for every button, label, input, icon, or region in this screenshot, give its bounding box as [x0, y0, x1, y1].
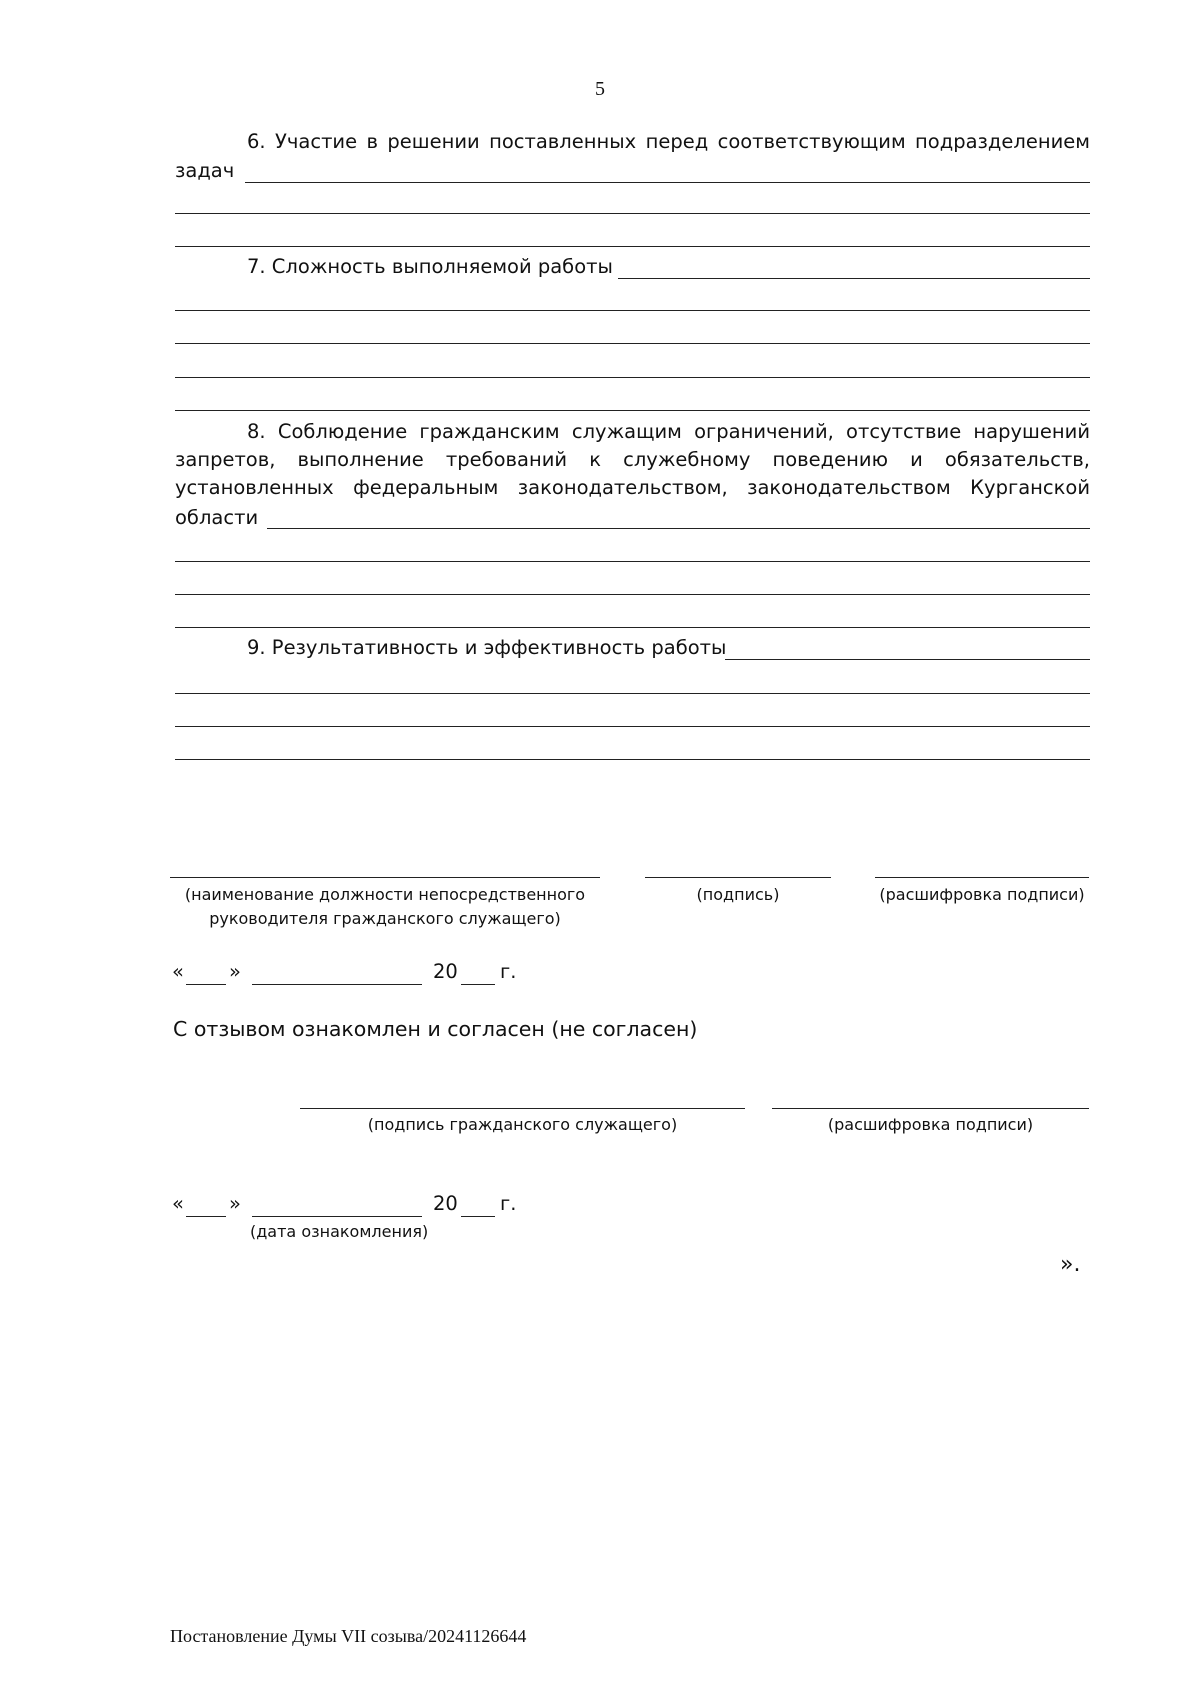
section-8-heading: 8. Соблюдение гражданским служащим ограничений, отсутствие нарушений	[247, 420, 1090, 443]
open-quote: «	[172, 960, 184, 983]
employee-decoding-caption: (расшифровка подписи)	[827, 1115, 1034, 1134]
signature-caption: (подпись)	[696, 885, 780, 904]
position-caption-cont: руководителя гражданского служащего)	[209, 909, 561, 928]
answer-line[interactable]	[175, 213, 1090, 214]
day-blank[interactable]	[186, 1216, 226, 1217]
year-blank[interactable]	[461, 984, 495, 985]
section-6-heading: 6. Участие в решении поставленных перед соответствующим подразделением	[247, 130, 1090, 153]
employee-signature-caption: (подпись гражданского служащего)	[367, 1115, 678, 1134]
year-suffix: г.	[500, 1192, 517, 1215]
open-quote: «	[172, 1192, 184, 1215]
footer: Постановление Думы VII созыва/20241126644	[170, 1626, 527, 1646]
answer-line[interactable]	[175, 759, 1090, 760]
section-8-heading-cont: установленных федеральным законодательством, законодательством Курганской	[175, 476, 1090, 499]
answer-line[interactable]	[175, 594, 1090, 595]
position-caption: (наименование должности непосредственного	[184, 885, 586, 904]
closing-mark: ».	[1060, 1252, 1081, 1277]
close-quote: »	[229, 960, 241, 983]
employee-signature-line[interactable]	[300, 1108, 745, 1109]
day-blank[interactable]	[186, 984, 226, 985]
year-blank[interactable]	[461, 1216, 495, 1217]
answer-line[interactable]	[618, 278, 1090, 279]
section-8-heading-cont: области	[175, 506, 259, 529]
decoding-line[interactable]	[875, 877, 1089, 878]
answer-line[interactable]	[175, 561, 1090, 562]
section-8-heading-cont: запретов, выполнение требований к служебному поведению и обязательств,	[175, 448, 1090, 471]
answer-line[interactable]	[175, 377, 1090, 378]
answer-line[interactable]	[725, 659, 1090, 660]
answer-line[interactable]	[175, 627, 1090, 628]
month-blank[interactable]	[252, 984, 422, 985]
signature-line[interactable]	[645, 877, 831, 878]
answer-line[interactable]	[175, 310, 1090, 311]
employee-decoding-line[interactable]	[772, 1108, 1089, 1109]
answer-line[interactable]	[175, 726, 1090, 727]
section-6-heading-cont: задач	[175, 159, 235, 182]
close-quote: »	[229, 1192, 241, 1215]
year-prefix: 20	[433, 1192, 458, 1215]
section-7-heading: 7. Сложность выполняемой работы	[247, 255, 613, 278]
answer-line[interactable]	[245, 182, 1090, 183]
acknowledgement-text: С отзывом ознакомлен и согласен (не согласен)	[173, 1017, 698, 1041]
year-suffix: г.	[500, 960, 517, 983]
date-caption: (дата ознакомления)	[250, 1222, 429, 1241]
page-number: 5	[595, 78, 605, 100]
answer-line[interactable]	[175, 246, 1090, 247]
month-blank[interactable]	[252, 1216, 422, 1217]
answer-line[interactable]	[267, 528, 1090, 529]
answer-line[interactable]	[175, 410, 1090, 411]
position-line[interactable]	[170, 877, 600, 878]
year-prefix: 20	[433, 960, 458, 983]
section-9-heading: 9. Результативность и эффективность работы	[247, 636, 727, 659]
answer-line[interactable]	[175, 693, 1090, 694]
answer-line[interactable]	[175, 343, 1090, 344]
decoding-caption: (расшифровка подписи)	[879, 885, 1085, 904]
